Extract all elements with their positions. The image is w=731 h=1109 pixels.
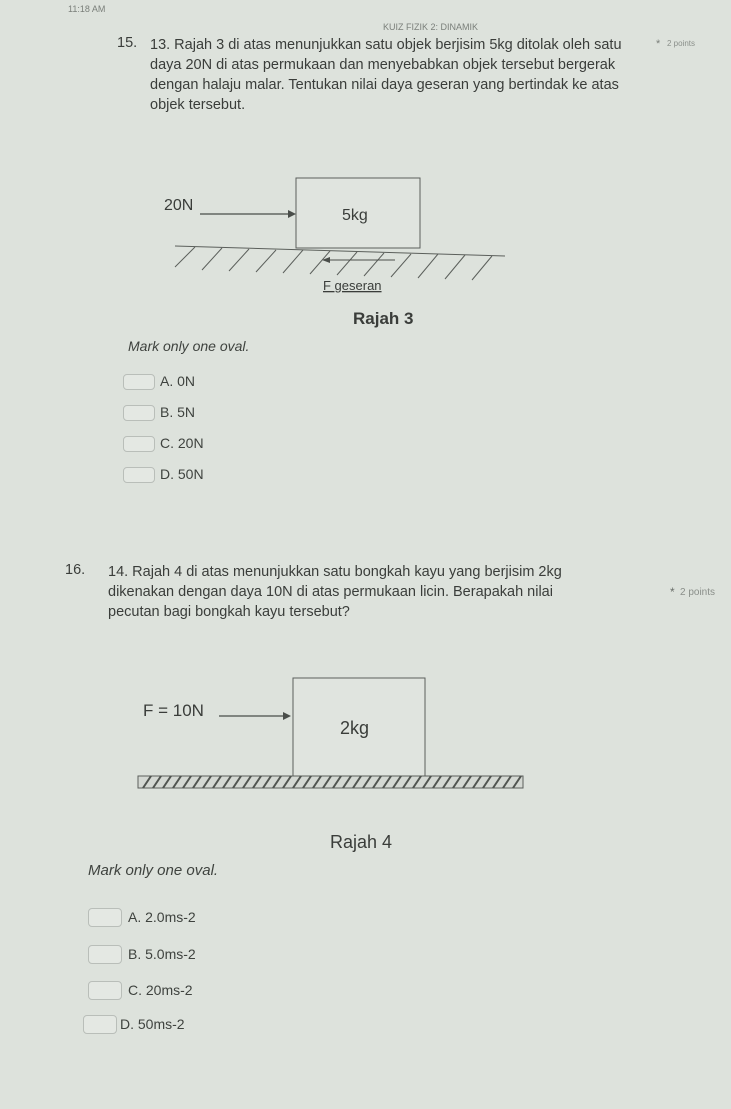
- required-marker: *: [670, 585, 675, 599]
- question-text-line1: 14. Rajah 4 di atas menunjukkan satu bongkah kayu yang berjisim 2kg: [108, 564, 562, 580]
- question-number: 15.: [117, 35, 138, 51]
- rajah-4-diagram: [135, 672, 530, 802]
- radio-oval[interactable]: [88, 981, 122, 1000]
- radio-oval[interactable]: [123, 467, 155, 483]
- radio-oval[interactable]: [123, 374, 155, 390]
- question-text-line3: dengan halaju malar. Tentukan nilai daya geseran yang bertindak ke atas: [150, 77, 619, 93]
- ground-hatching: [175, 247, 492, 280]
- mass-label: 2kg: [340, 718, 370, 738]
- option-label[interactable]: B. 5.0ms-2: [128, 946, 196, 962]
- figure-caption: Rajah 4: [330, 832, 393, 852]
- friction-label: F geseran: [323, 278, 382, 293]
- force-arrowhead: [288, 210, 296, 218]
- question-text-line4: objek tersebut.: [150, 97, 246, 113]
- status-time: 11:18 AM: [68, 4, 106, 14]
- question-text-line2: dikenakan dengan daya 10N di atas permukaan licin. Berapakah nilai: [108, 584, 553, 600]
- rajah-3-diagram: [160, 170, 520, 300]
- quiz-title: KUIZ FIZIK 2: DINAMIK: [383, 22, 479, 32]
- radio-oval[interactable]: [88, 908, 122, 927]
- points-label: 2 points: [667, 39, 696, 48]
- radio-oval[interactable]: [83, 1015, 117, 1034]
- force-label: F = 10N: [143, 701, 204, 720]
- question-text-line1: 13. Rajah 3 di atas menunjukkan satu objek berjisim 5kg ditolak oleh satu: [150, 37, 622, 53]
- option-label[interactable]: B. 5N: [160, 404, 196, 420]
- option-label[interactable]: D. 50ms-2: [120, 1016, 185, 1032]
- option-label[interactable]: A. 0N: [160, 373, 196, 389]
- option-label[interactable]: D. 50N: [160, 466, 204, 482]
- friction-arrowhead: [322, 257, 330, 263]
- force-arrowhead: [283, 712, 291, 720]
- mass-label: 5kg: [342, 207, 368, 224]
- force-label: 20N: [164, 197, 194, 214]
- radio-oval[interactable]: [123, 405, 155, 421]
- radio-oval[interactable]: [88, 945, 122, 964]
- option-label[interactable]: C. 20N: [160, 435, 204, 451]
- option-label[interactable]: C. 20ms-2: [128, 982, 193, 998]
- option-label[interactable]: A. 2.0ms-2: [128, 909, 196, 925]
- mark-instruction: Mark only one oval.: [88, 862, 219, 879]
- question-text-line2: daya 20N di atas permukaan dan menyebabkan objek tersebut bergerak: [150, 57, 616, 73]
- points-label: 2 points: [680, 587, 716, 598]
- question-text-line3: pecutan bagi bongkah kayu tersebut?: [108, 604, 350, 620]
- mark-instruction: Mark only one oval.: [128, 338, 250, 354]
- radio-oval[interactable]: [123, 436, 155, 452]
- required-marker: *: [656, 38, 661, 50]
- question-number: 16.: [65, 562, 86, 578]
- figure-caption: Rajah 3: [353, 309, 414, 328]
